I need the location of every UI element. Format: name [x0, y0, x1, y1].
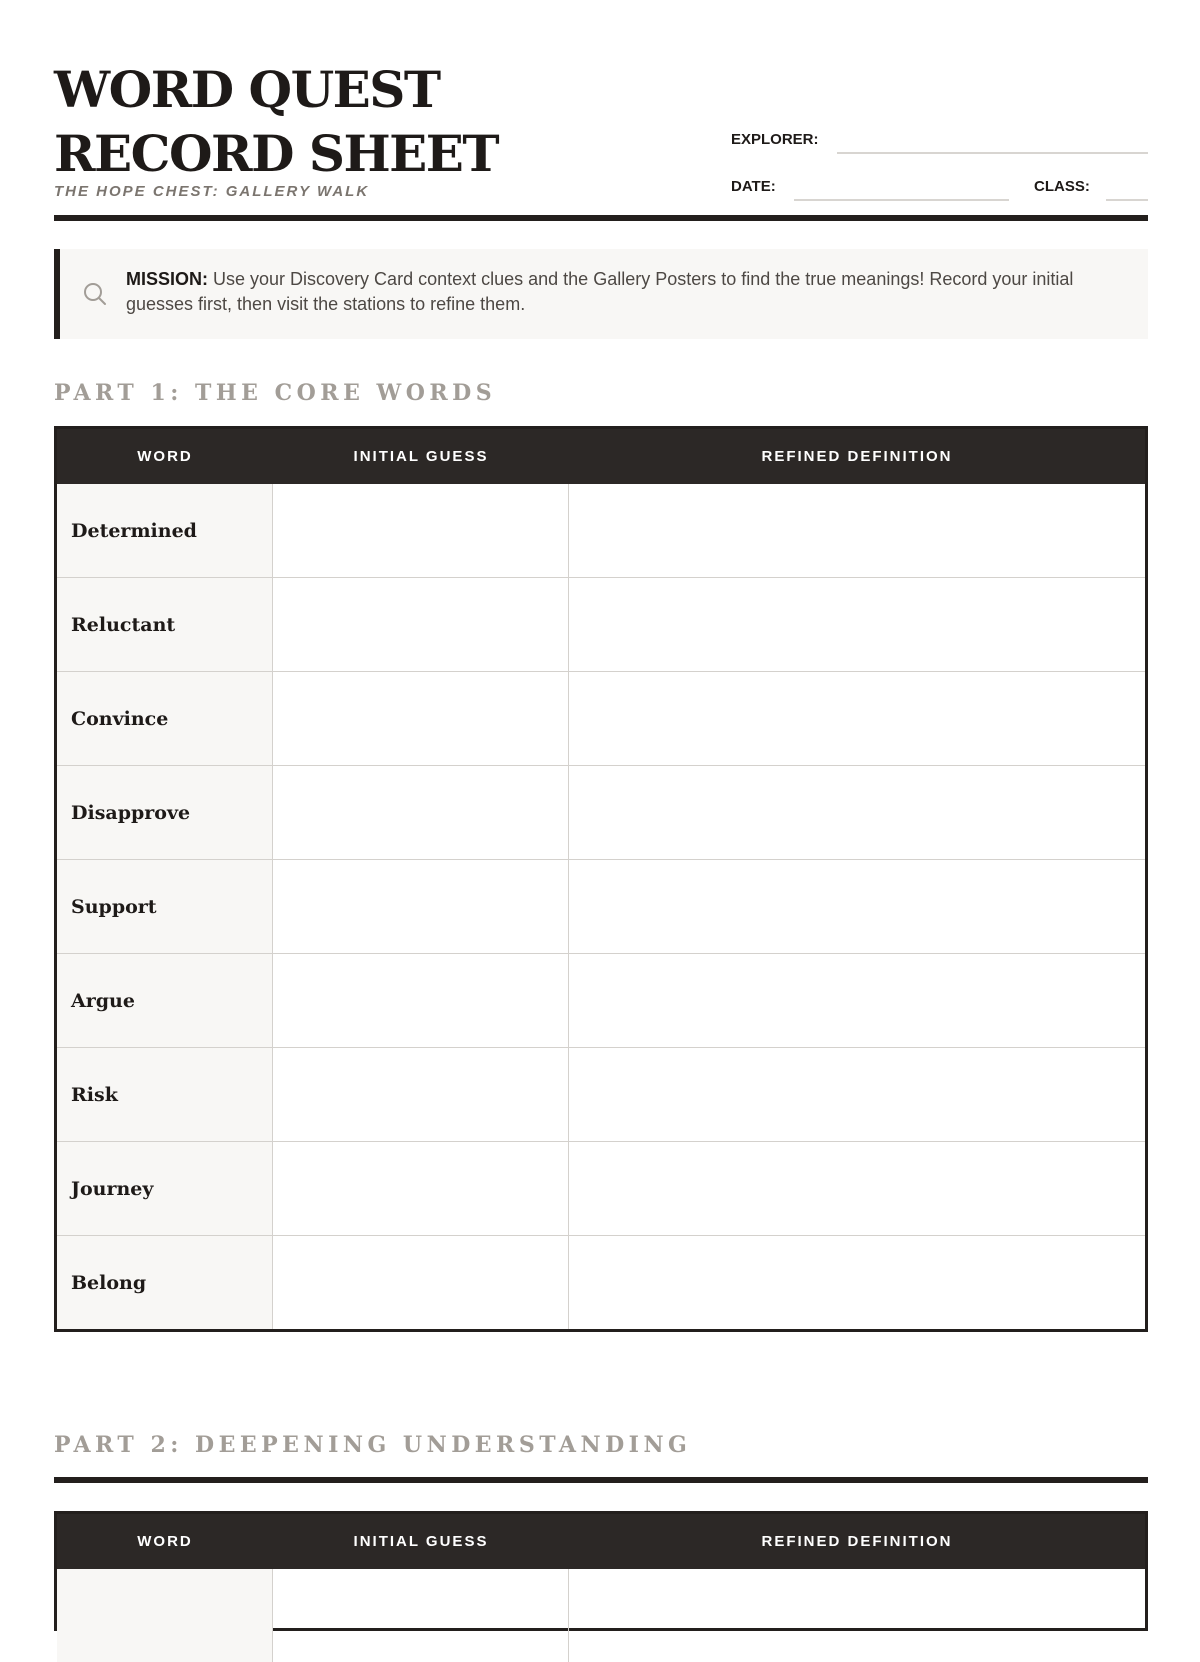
mission-box [54, 249, 1148, 339]
explorer-label: EXPLORER: [731, 131, 819, 148]
initial-guess-cell[interactable] [273, 484, 569, 577]
table-row [57, 484, 1145, 577]
word-cell: Reluctant [57, 578, 273, 671]
table-row [57, 859, 1145, 953]
page-title: WORD QUEST RECORD SHEET [54, 60, 499, 183]
part2-heading: PART 2: DEEPENING UNDERSTANDING [54, 1432, 692, 1458]
part2-divider [54, 1477, 1148, 1483]
initial-guess-cell[interactable] [273, 672, 569, 765]
table-row [57, 671, 1145, 765]
table-row [57, 953, 1145, 1047]
word-cell [57, 1569, 273, 1662]
date-label: DATE: [731, 178, 776, 195]
column-header-refined-definition: REFINED DEFINITION [761, 448, 953, 465]
column-header-refined-definition: REFINED DEFINITION [761, 1533, 953, 1550]
initial-guess-cell[interactable] [273, 1048, 569, 1141]
class-label: CLASS: [1034, 178, 1090, 195]
word-cell: Argue [57, 954, 273, 1047]
class-field[interactable] [1106, 199, 1148, 201]
initial-guess-cell[interactable] [273, 1142, 569, 1235]
header [54, 52, 1148, 222]
initial-guess-cell[interactable] [273, 1569, 569, 1662]
table-row [57, 1569, 1145, 1662]
refined-definition-cell[interactable] [569, 954, 1145, 1047]
word-cell: Determined [57, 484, 273, 577]
mission-body: Use your Discovery Card context clues and the Gallery Posters to find the true meanings! Record your initial guesses first, then visit the stations to refine them. [126, 269, 1074, 314]
page-subtitle: THE HOPE CHEST: GALLERY WALK [54, 183, 370, 200]
initial-guess-cell[interactable] [273, 860, 569, 953]
table-row [57, 1047, 1145, 1141]
table-row [57, 1141, 1145, 1235]
table-row [57, 765, 1145, 859]
word-cell: Journey [57, 1142, 273, 1235]
refined-definition-cell[interactable] [569, 860, 1145, 953]
refined-definition-cell[interactable] [569, 1142, 1145, 1235]
initial-guess-cell[interactable] [273, 1236, 569, 1329]
search-icon [82, 281, 108, 307]
word-cell: Support [57, 860, 273, 953]
part1-heading: PART 1: THE CORE WORDS [54, 380, 497, 406]
table-header [57, 429, 1145, 484]
refined-definition-cell[interactable] [569, 766, 1145, 859]
date-field[interactable] [794, 199, 1009, 201]
mission-label: MISSION: [126, 269, 209, 289]
word-cell: Convince [57, 672, 273, 765]
table-body [57, 1569, 1145, 1662]
refined-definition-cell[interactable] [569, 1569, 1145, 1662]
refined-definition-cell[interactable] [569, 1048, 1145, 1141]
column-header-word: WORD [137, 1533, 193, 1550]
mission-text [126, 267, 1106, 317]
table-row [57, 1235, 1145, 1329]
initial-guess-cell[interactable] [273, 578, 569, 671]
refined-definition-cell[interactable] [569, 578, 1145, 671]
initial-guess-cell[interactable] [273, 766, 569, 859]
column-header-initial-guess: INITIAL GUESS [353, 448, 489, 465]
refined-definition-cell[interactable] [569, 672, 1145, 765]
column-header-word: WORD [137, 448, 193, 465]
word-cell: Risk [57, 1048, 273, 1141]
table-header [57, 1514, 1145, 1569]
header-divider [54, 215, 1148, 221]
initial-guess-cell[interactable] [273, 954, 569, 1047]
table-body [57, 484, 1145, 1329]
word-cell: Disapprove [57, 766, 273, 859]
refined-definition-cell[interactable] [569, 1236, 1145, 1329]
part1-table [54, 426, 1148, 1332]
column-header-initial-guess: INITIAL GUESS [353, 1533, 489, 1550]
part2-table [54, 1511, 1148, 1631]
refined-definition-cell[interactable] [569, 484, 1145, 577]
word-cell: Belong [57, 1236, 273, 1329]
table-row [57, 577, 1145, 671]
worksheet-page [54, 0, 1148, 1600]
explorer-field[interactable] [837, 152, 1148, 154]
